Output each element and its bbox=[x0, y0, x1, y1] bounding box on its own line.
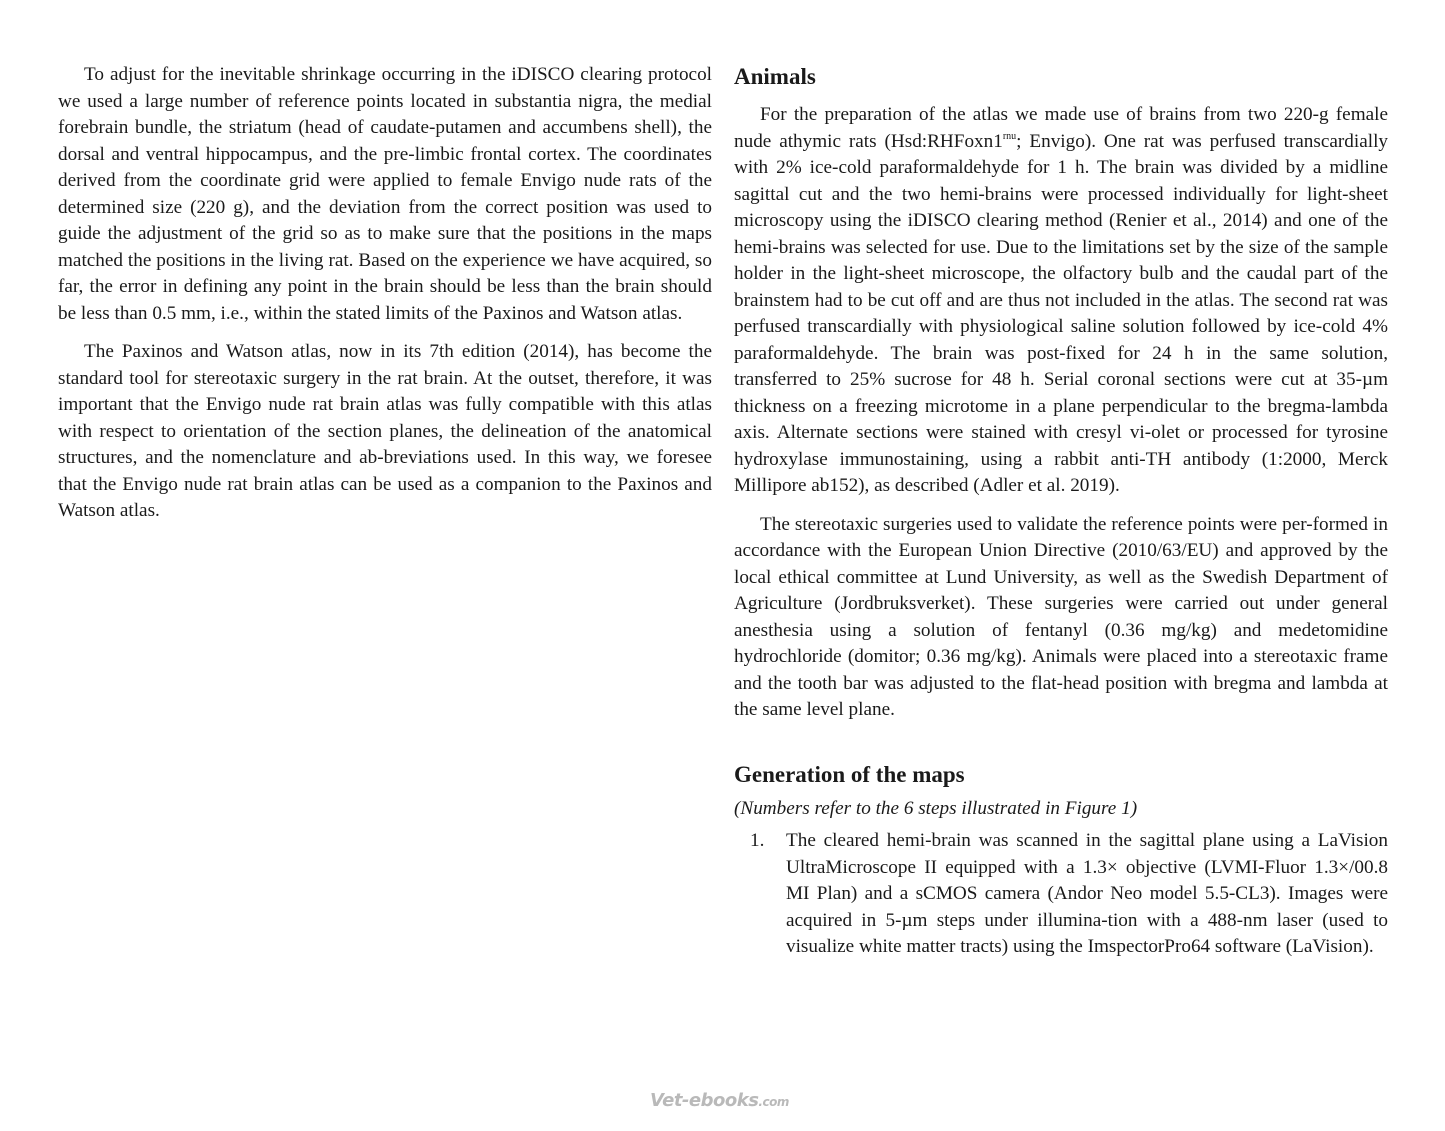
list-item-number: 1. bbox=[750, 830, 765, 851]
text-span: ; Envigo). One rat was perfused transcardially with 2% ice-cold paraformaldehyde for 1 h. The brain was divided by a midline sagittal cut and the two hemi-brains were processed individually for light-sheet microscopy using the iDISCO clearing method (Renier et al., 2014) and one of the hemi-brains was selected for use. Due to the limitations set by the size of the sample holder in the light-sheet microscope, the olfactory bulb and the caudal part of the brainstem had to be cut off and are thus not included in the atlas. The second rat was perfused transcardially with physiological saline solution followed by ice-cold 4% paraformaldehyde. The brain was post-fixed for 24 h in the same solution, transferred to 25% sucrose for 48 h. Serial coronal sections were cut at 35-µm thickness on a freezing microtome in a plane perpendicular to the bregma-lambda axis. Alternate sections were stained with cresyl vi-olet or processed for tyrosine hydroxylase immunostaining, using a rabbit anti-TH antibody (1:2000, Merck Millipore ab152), as described (Adler et al. 2019). bbox=[734, 130, 1388, 496]
steps-list bbox=[734, 828, 1388, 961]
watermark-logo bbox=[650, 1090, 789, 1111]
text-span: For the preparation of the atlas we made use of brains from two 220-g female nude athymic rats (Hsd:RHFoxn1 bbox=[734, 104, 1388, 152]
body-paragraph: To adjust for the inevitable shrinkage occurring in the iDISCO clearing protocol we used a large number of reference points located in substantia nigra, the medial forebrain bundle, the striatum (head of caudate-putamen and accumbens shell), the dorsal and ventral hippocampus, and the pre-limbic frontal cortex. The coordinates derived from the coordinate grid were applied to female Envigo nude rats of the determined size (220 g), and the deviation from the correct position was used to guide the adjustment of the grid so as to make sure that the positions in the maps matched the positions in the living rat. Based on the experience we have acquired, so far, the error in defining any point in the brain should be less than the brain should be less than 0.5 mm, i.e., within the stated limits of the Paxinos and Watson atlas. bbox=[58, 64, 712, 324]
animals-paragraph-2: The stereotaxic surgeries used to validate the reference points were per-formed in accordance with the European Union Directive (2010/63/EU) and approved by the local ethical committee at Lund University, as well as the Swedish Department of Agriculture (Jordbruksverket). These surgeries were carried out under general anesthesia using a solution of fentanyl (0.36 mg/kg) and medetomidine hydrochloride (domitor; 0.36 mg/kg). Animals were placed into a stereotaxic frame and the tooth bar was adjusted to the flat-head position with bregma and lambda at the same level plane. bbox=[734, 513, 1388, 720]
left-column bbox=[58, 62, 712, 537]
section-heading-animals: Animals bbox=[734, 64, 816, 89]
animals-paragraph-1 bbox=[734, 102, 1388, 500]
watermark-text: Vet-ebooks bbox=[650, 1090, 759, 1111]
figure-note: (Numbers refer to the 6 steps illustrated in Figure 1) bbox=[734, 797, 1138, 819]
superscript: rnu bbox=[1002, 130, 1017, 142]
section-heading-generation: Generation of the maps bbox=[734, 761, 965, 787]
right-column bbox=[734, 62, 1388, 961]
list-item-text: The cleared hemi-brain was scanned in the sagittal plane using a LaVision UltraMicroscope II equipped with a 1.3× objective (LVMI-Fluor 1.3×/00.8 MI Plan) and a sCMOS camera (Andor Neo model 5.5-CL3). Images were acquired in 5-µm steps under illumina-tion with a 488-nm laser (used to visualize white matter tracts) using the ImspectorPro64 software (LaVision). bbox=[786, 830, 1388, 957]
body-paragraph: The Paxinos and Watson atlas, now in its 7th edition (2014), has become the standard tool for stereotaxic surgery in the rat brain. At the outset, therefore, it was important that the Envigo nude rat brain atlas was fully compatible with this atlas with respect to orientation of the section planes, the delineation of the anatomical structures, and the nomenclature and ab-breviations used. In this way, we foresee that the Envigo nude rat brain atlas can be used as a companion to the Paxinos and Watson atlas. bbox=[58, 341, 712, 521]
list-item bbox=[734, 828, 1388, 961]
watermark-suffix: .com bbox=[758, 1095, 789, 1109]
